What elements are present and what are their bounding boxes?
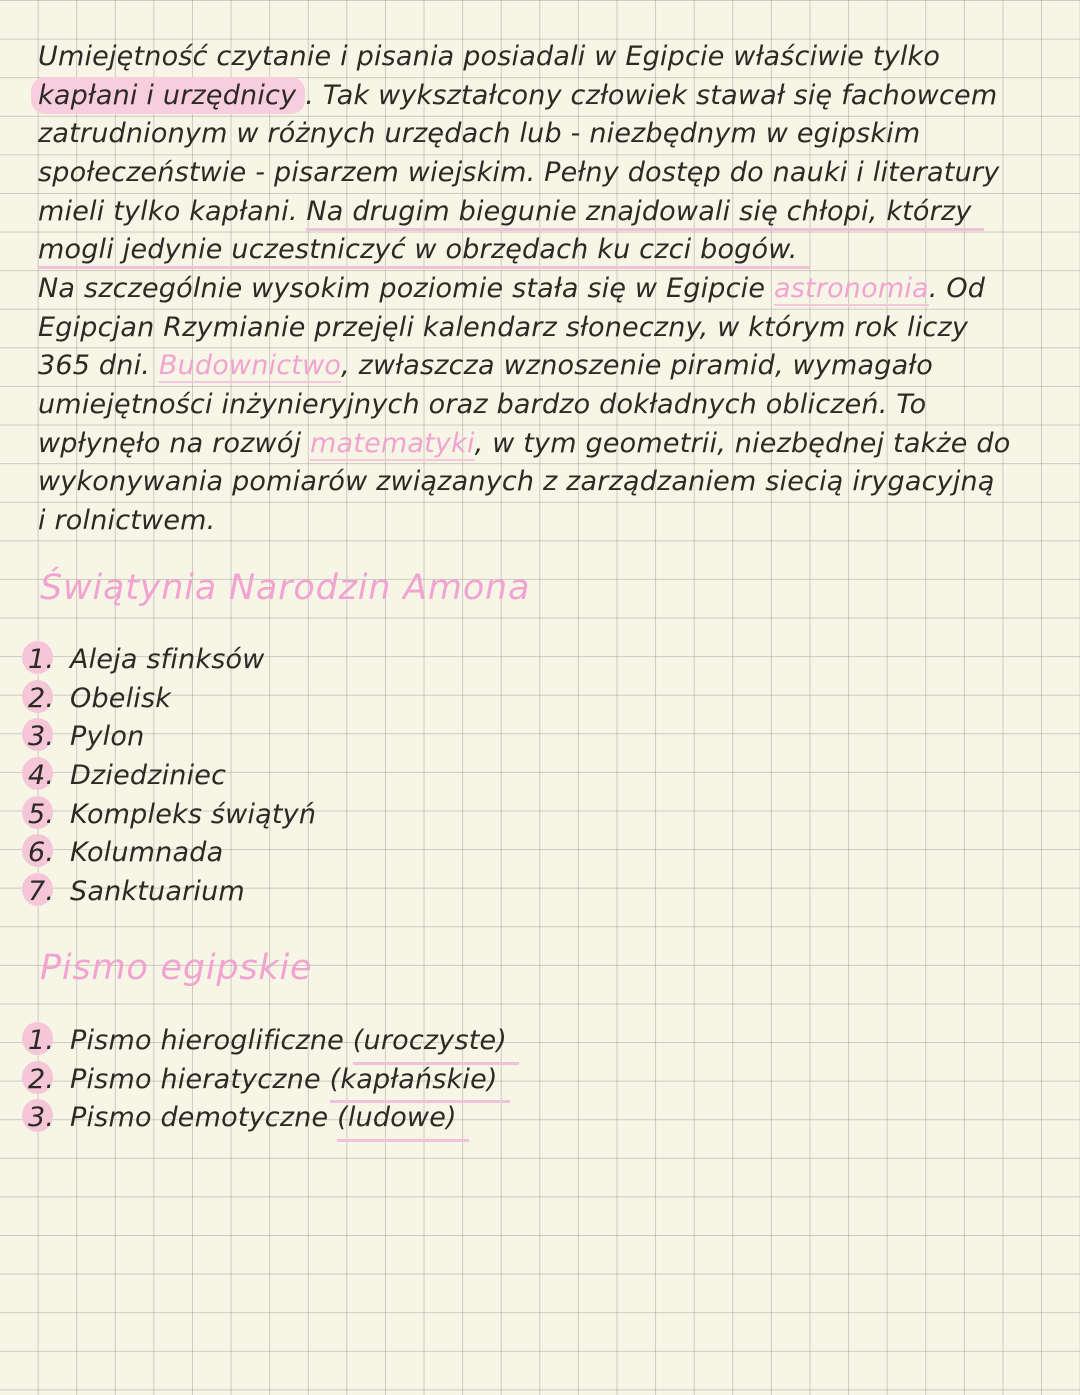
highlighted-text: kapłani i urzędnicy: [31, 77, 305, 114]
temple-parts-list: [28, 641, 316, 912]
text-line: [38, 386, 1048, 425]
paragraph-science: [38, 270, 1048, 541]
text-line: [38, 309, 1048, 348]
item-number-badge: 1.: [28, 641, 54, 680]
text-segment: Obelisk: [70, 682, 172, 714]
keyword-text: matematyki: [310, 427, 475, 459]
text-segment: , zwłaszcza wznoszenie piramid, wymagało: [341, 350, 933, 382]
list-item: [28, 873, 316, 912]
item-number-badge: 1.: [28, 1022, 54, 1061]
list-item: [28, 796, 316, 835]
text-line: [38, 463, 1048, 502]
text-line: [38, 77, 1048, 116]
text-line: [38, 347, 1048, 386]
text-segment: Umiejętność czytanie i pisania posiadali w Egipcie właściwie tylko: [38, 41, 941, 72]
text-line: [38, 38, 1048, 77]
text-segment: Kompleks świątyń: [70, 798, 317, 830]
paragraph-literacy: [38, 38, 1048, 270]
item-number-badge: 3.: [28, 718, 54, 757]
text-line: [38, 154, 1048, 193]
underlined-text: (ludowe): [337, 1099, 469, 1142]
text-segment: Kolumnada: [70, 837, 224, 869]
text-segment: i rolnictwem.: [38, 505, 216, 537]
text-segment: umiejętności inżynieryjnych oraz bardzo dokładnych obliczeń. To: [38, 389, 927, 421]
text-segment: Pylon: [70, 721, 145, 753]
text-line: [38, 425, 1048, 464]
text-segment: . Tak wykształcony człowiek stawał się fachowcem: [305, 79, 998, 111]
keyword-text: Budownictwo: [158, 350, 342, 382]
section-heading-writing: Pismo egipskie: [40, 948, 313, 988]
text-segment: Aleja sfinksów: [70, 644, 265, 675]
text-line: [38, 270, 1048, 309]
list-item: [28, 1099, 519, 1138]
section-heading-temple: Świątynia Narodzin Amona: [40, 568, 531, 608]
list-item: [28, 1022, 519, 1061]
item-number-badge: 4.: [28, 757, 54, 796]
underlined-text: (kapłańskie): [330, 1061, 510, 1104]
text-segment: Dziedziniec: [70, 760, 227, 792]
underlined-text: Na drugim biegunie znajdowali się chłopi, którzy: [306, 196, 983, 231]
list-item: [28, 641, 316, 680]
item-number-badge: 5.: [28, 796, 54, 835]
list-item: [28, 680, 316, 719]
item-number-badge: 6.: [28, 834, 54, 873]
text-segment: Na szczególnie wysokim poziomie stała się w Egipcie: [38, 273, 774, 304]
text-line: [38, 115, 1048, 154]
text-segment: 365 dni.: [38, 350, 159, 382]
text-line: [38, 502, 1048, 541]
item-number-badge: 3.: [28, 1099, 54, 1138]
list-item: [28, 718, 316, 757]
text-segment: . Od: [928, 273, 986, 304]
keyword-text: astronomia: [773, 273, 929, 304]
text-segment: Pismo demotyczne: [70, 1102, 338, 1134]
text-segment: społeczeństwie - pisarzem wiejskim. Pełny dostęp do nauki i literatury: [38, 157, 1000, 189]
text-segment: Sanktuarium: [70, 876, 245, 908]
text-segment: Pismo hieroglificzne: [70, 1025, 353, 1056]
text-segment: zatrudnionym w różnych urzędach lub - niezbędnym w egipskim: [38, 118, 921, 150]
underlined-text: mogli jedynie uczestniczyć w obrzędach ku czci bogów.: [38, 234, 810, 269]
item-number-badge: 2.: [28, 680, 54, 719]
text-line: [38, 193, 1048, 232]
item-number-badge: 7.: [28, 873, 54, 912]
text-segment: wpłynęło na rozwój: [38, 427, 311, 459]
list-item: [28, 1061, 519, 1100]
egyptian-scripts-list: [28, 1022, 519, 1138]
list-item: [28, 757, 316, 796]
text-segment: Egipcjan Rzymianie przejęli kalendarz słoneczny, w którym rok liczy: [38, 311, 969, 343]
list-item: [28, 834, 316, 873]
text-segment: Pismo hieratyczne: [70, 1063, 330, 1095]
text-segment: , w tym geometrii, niezbędnej także do: [474, 427, 1011, 459]
item-number-badge: 2.: [28, 1061, 54, 1100]
text-segment: wykonywania pomiarów związanych z zarządzaniem siecią irygacyjną: [38, 466, 995, 498]
text-line: [38, 231, 1048, 270]
underlined-text: (uroczyste): [353, 1022, 519, 1065]
text-segment: mieli tylko kapłani.: [38, 195, 307, 227]
